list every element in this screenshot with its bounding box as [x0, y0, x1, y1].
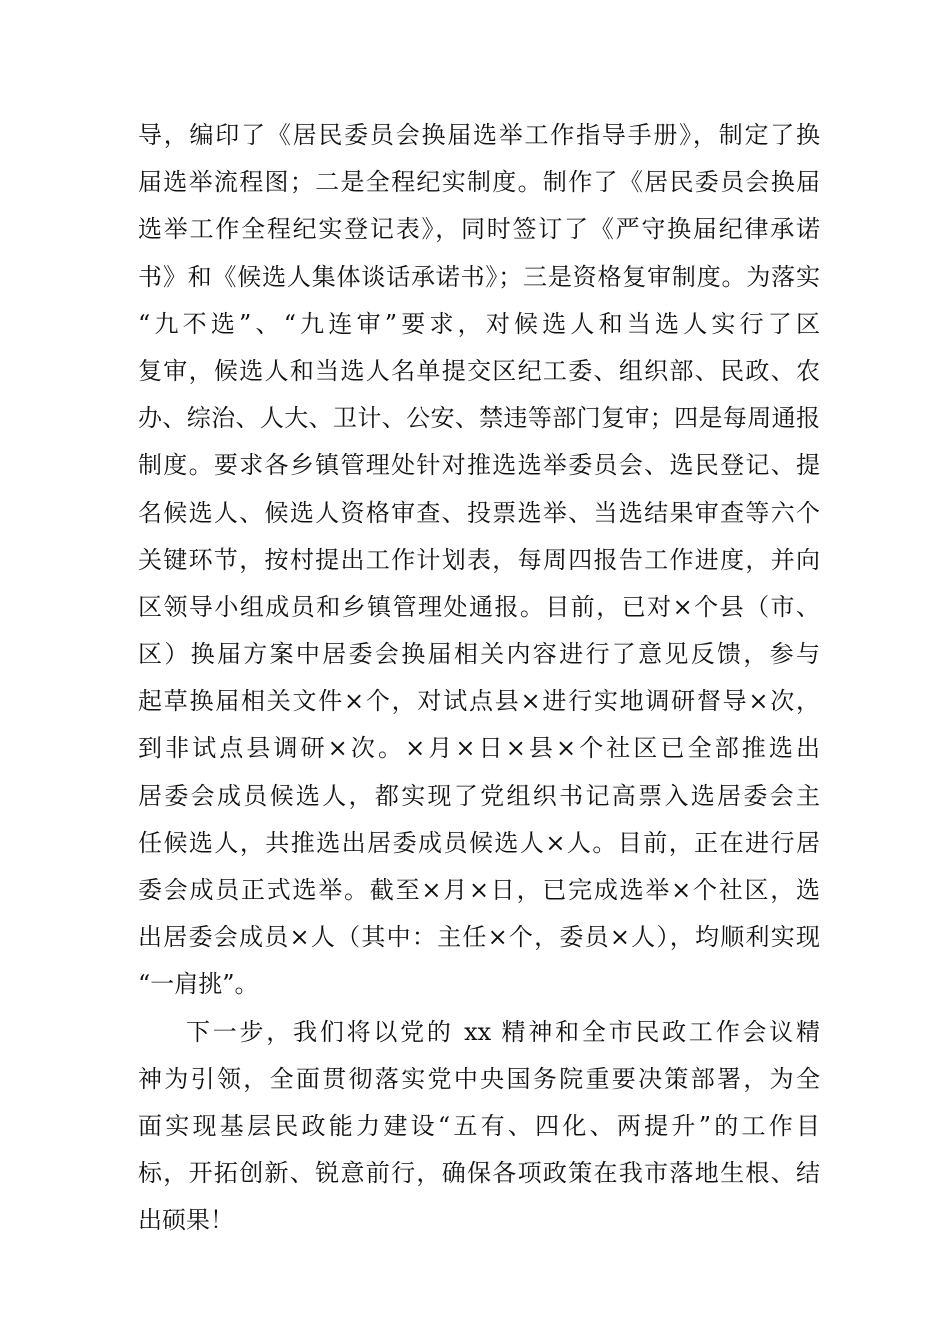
text-line: “九不选”、“九连审”要求，对候选人和当选人实行了区 — [138, 309, 820, 338]
text-line: 导，编印了《居民委员会换届选举工作指导手册》，制定了换 — [138, 121, 820, 149]
text-line: 出硕果！ — [138, 1206, 234, 1235]
body-text — [138, 112, 820, 1245]
text-line: 任候选人，共推选出居委成员候选人×人。目前，正在进行居 — [138, 828, 820, 857]
text-line: 复审，候选人和当选人名单提交区纪工委、组织部、民政、农 — [138, 356, 820, 385]
text-line: 出居委会成员×人（其中：主任×个，委员×人），均顺利实现 — [138, 923, 820, 952]
text-line: 区）换届方案中居委会换届相关内容进行了意见反馈，参与 — [138, 640, 820, 669]
text-line: 标，开拓创新、锐意前行，确保各项政策在我市落地生根、结 — [138, 1159, 820, 1188]
text-line: 居委会成员候选人，都实现了党组织书记高票入选居委会主 — [138, 781, 820, 810]
text-line: 名候选人、候选人资格审查、投票选举、当选结果审查等六个 — [138, 498, 820, 527]
text-line: “一肩挑”。 — [138, 970, 259, 999]
text-line: 面实现基层民政能力建设“五有、四化、两提升”的工作目 — [138, 1111, 820, 1140]
text-line: 委会成员正式选举。截至×月×日，已完成选举×个社区，选 — [138, 876, 820, 904]
text-line: 制度。要求各乡镇管理处针对推选选举委员会、选民登记、提 — [138, 451, 820, 480]
text-line: 届选举流程图；二是全程纪实制度。制作了《居民委员会换届 — [138, 168, 820, 197]
text-line: 下一步，我们将以党的 xx 精神和全市民政工作会议精 — [186, 1017, 820, 1046]
text-line: 区领导小组成员和乡镇管理处通报。目前，已对×个县（市、 — [138, 592, 820, 621]
text-line: 到非试点县调研×次。×月×日×县×个社区已全部推选出 — [138, 734, 820, 763]
text-line: 起草换届相关文件×个，对试点县×进行实地调研督导×次， — [138, 687, 820, 716]
text-line: 办、综治、人大、卫计、公安、禁违等部门复审；四是每周通报 — [138, 404, 820, 433]
text-line: 书》和《候选人集体谈话承诺书》；三是资格复审制度。为落实 — [138, 262, 820, 291]
text-line: 选举工作全程纪实登记表》，同时签订了《严守换届纪律承诺 — [138, 215, 820, 244]
text-line: 神为引领，全面贯彻落实党中央国务院重要决策部署，为全 — [138, 1064, 820, 1093]
text-line: 关键环节，按村提出工作计划表，每周四报告工作进度，并向 — [138, 545, 820, 574]
